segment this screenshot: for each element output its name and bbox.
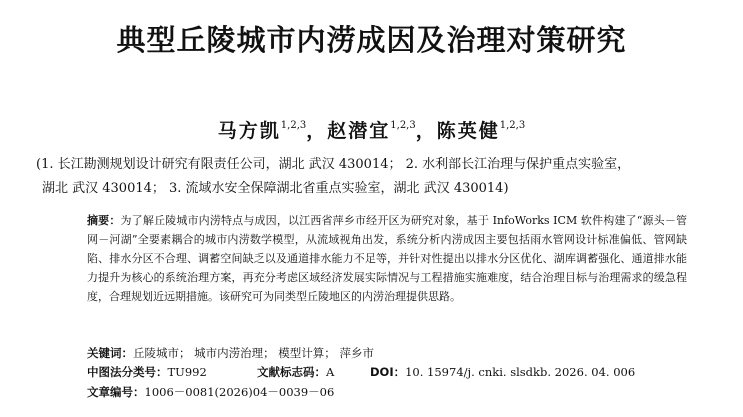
keywords-text: 丘陵城市； 城市内涝治理； 模型计算； 萍乡市 xyxy=(133,346,374,360)
doi-label: DOI： xyxy=(370,365,406,379)
author-name: 马方凯 xyxy=(217,120,281,142)
article-number-label: 文章编号： xyxy=(87,385,145,399)
classification-line xyxy=(87,363,717,381)
article-number-value: 1006－0081(2026)04－0039－06 xyxy=(144,385,335,399)
author-affiliation-marker: 1,2,3 xyxy=(390,120,416,131)
keywords-label: 关键词： xyxy=(87,346,133,360)
affiliation-line: 湖北 武汉 430014； 3. 流域水安全保障湖北省重点实验室，湖北 武汉 430014) xyxy=(42,181,509,196)
author-list xyxy=(0,116,743,143)
affiliation-line: (1. 长江勘测规划设计研究有限责任公司，湖北 武汉 430014； 2. 水利部长江治理与保护重点实验室， xyxy=(36,157,631,172)
paper-title: 典型丘陵城市内涝成因及治理对策研究 xyxy=(116,23,627,57)
abstract-label: 摘要： xyxy=(87,214,121,227)
document-code-label: 文献标志码： xyxy=(257,365,326,379)
author-separator: ， xyxy=(306,120,328,142)
document-code-value: A xyxy=(326,365,335,379)
author-separator: ， xyxy=(415,120,437,142)
doi-value: 10. 15974/j. cnki. slsdkb. 2026. 04. 006 xyxy=(405,365,636,379)
affiliations xyxy=(36,153,726,201)
clc-value: TU992 xyxy=(167,365,207,379)
author-affiliation-marker: 1,2,3 xyxy=(280,120,307,131)
author-name: 陈英健 xyxy=(436,120,500,142)
abstract-text: 为了解丘陵城市内涝特点与成因，以江西省萍乡市经开区为研究对象，基于 InfoWorks ICM 软件构建了“源头－管网－河湖”全要素耦合的城市内涝数学模型，从流域视角出发，系统分析内涝成因主要包括雨水管网设计标准偏低、管网缺陷、排水分区不合理、调蓄空间缺乏以及通道排水能力不足等，并针对性提出以排水分区优化、湖库调蓄强化、通道排水能力提升为核心的系统治理方案，再充分考虑区域经济发展实际情况与工程措施实施难度，结合治理目标与治理需求的缓急程度，合理规划近远期措施。该研究可为同类型丘陵地区的内涝治理提供思路。 xyxy=(87,214,687,303)
author-affiliation-marker: 1,2,3 xyxy=(499,120,526,131)
clc-label: 中图法分类号： xyxy=(87,365,168,379)
article-number-line xyxy=(87,383,717,401)
author-name: 赵潜宜 xyxy=(327,120,391,142)
keywords xyxy=(87,344,687,362)
abstract xyxy=(87,211,687,306)
